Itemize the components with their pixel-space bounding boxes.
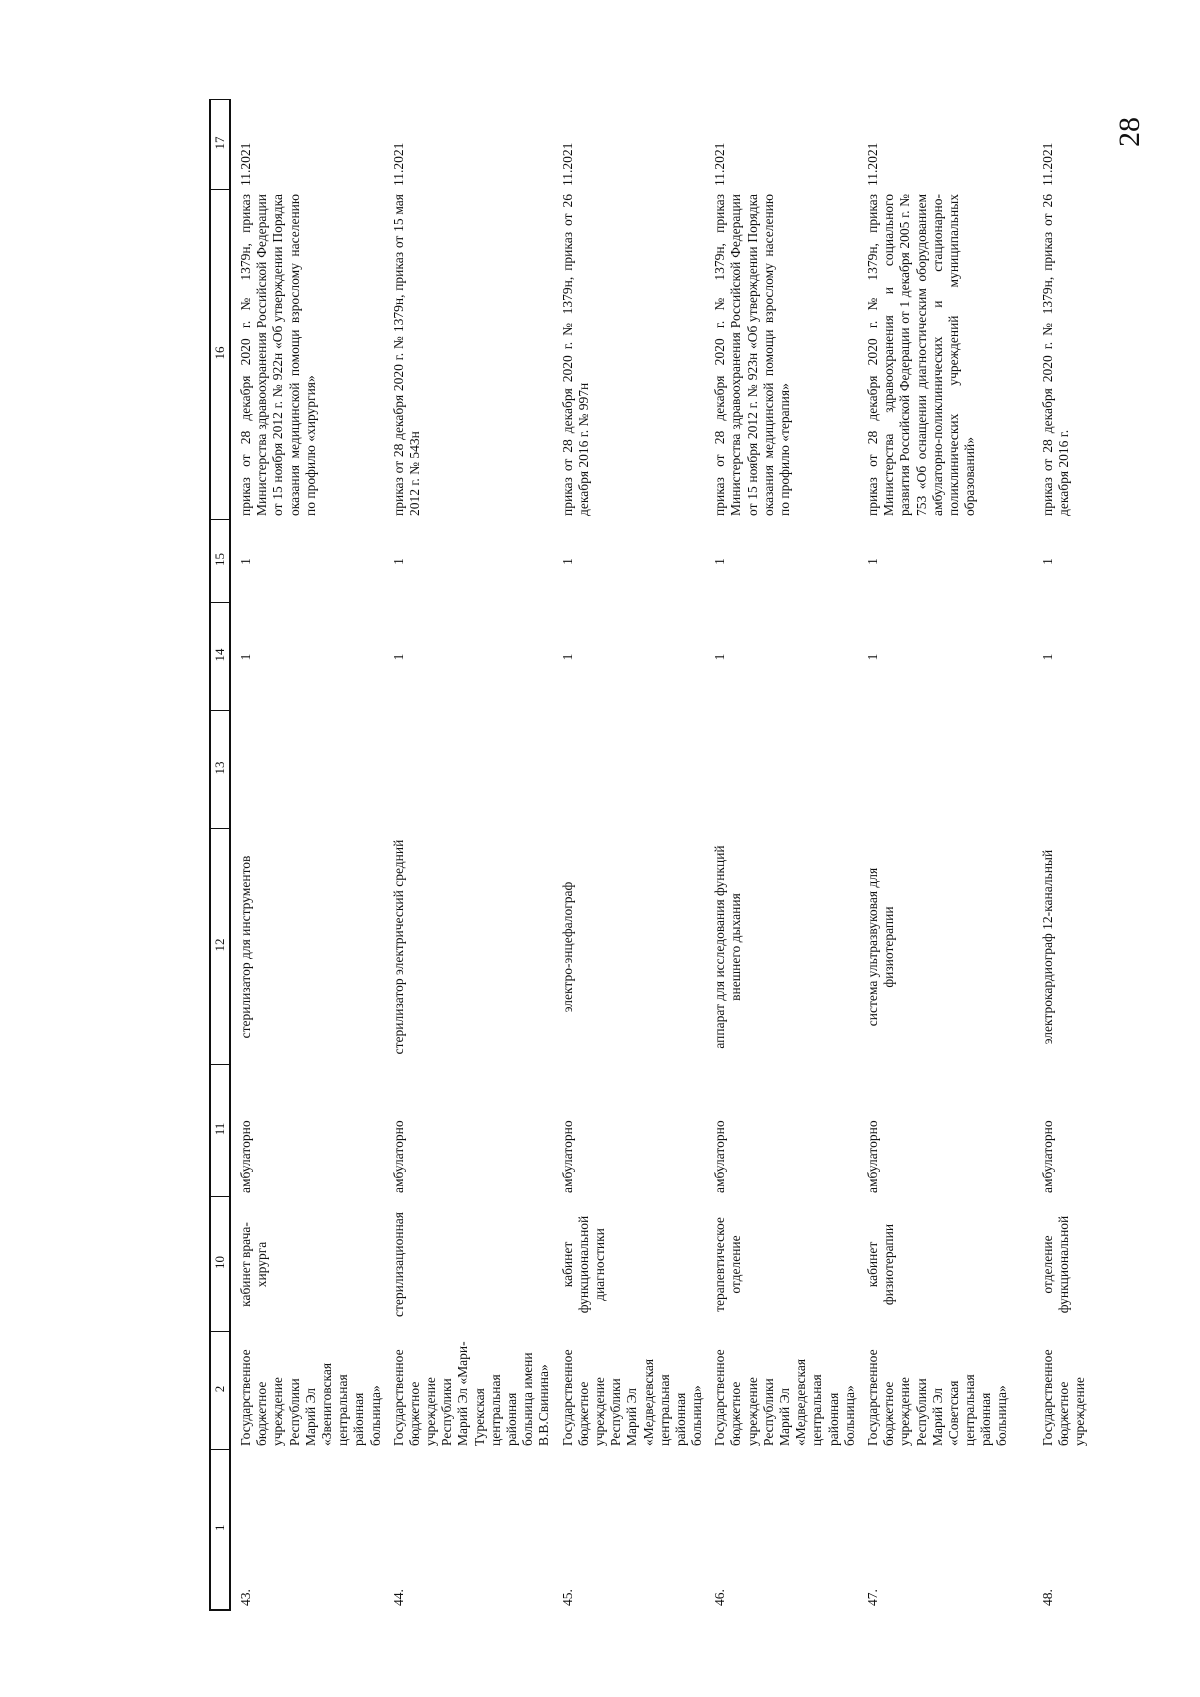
- table-cell-col13: [230, 711, 384, 829]
- table-cell-col15: 1: [390, 558, 406, 565]
- table-row: [705, 100, 858, 1610]
- table-cell-department: стерилизационная: [390, 1212, 406, 1317]
- table-row: [384, 100, 553, 1610]
- table-cell-care-mode: амбулаторно: [1039, 1120, 1055, 1193]
- column-header: 10: [210, 1197, 230, 1332]
- table-cell-institution: Государственное бюджетное учреждение Республики Марий Эл «Советская центральная районная больница»: [864, 1349, 1010, 1446]
- table-cell-regulation: приказ от 28 декабря 2020 г. № 1379н, приказ от 26 декабря 2016 г.: [1039, 194, 1072, 516]
- table-cell-col14: 1: [238, 653, 253, 661]
- table-cell-date: 11.2021: [712, 142, 728, 186]
- table-row: [858, 100, 1033, 1610]
- table-cell-equipment: система ультразвуковая для физиотерапии: [864, 867, 897, 1027]
- table-cell-col14: 1: [390, 653, 406, 661]
- table-cell-care-mode: амбулаторно: [559, 1120, 575, 1193]
- table-cell-care-mode: амбулаторно: [238, 1120, 253, 1193]
- table-cell-col14: 1: [864, 653, 880, 661]
- table-cell-date: 11.2021: [1039, 142, 1055, 186]
- table-row: [553, 100, 706, 1610]
- table-cell-care-mode: амбулаторно: [390, 1120, 406, 1193]
- table-cell-col14: 1: [712, 653, 728, 661]
- table-cell-num: 43.: [238, 1589, 253, 1606]
- table-cell-date: 11.2021: [238, 142, 253, 186]
- table-cell-col15: 1: [559, 558, 575, 565]
- table-cell-date: 11.2021: [864, 142, 880, 186]
- table-cell-department: кабинет физиотерапии: [864, 1223, 897, 1306]
- table-cell-institution: Государственное бюджетное учреждение: [1039, 1349, 1088, 1446]
- column-header: 13: [210, 711, 230, 829]
- table-cell-col15: 1: [864, 558, 880, 565]
- column-header: 17: [210, 100, 230, 190]
- table-cell-equipment: электрокардиограф 12-канальный: [1039, 849, 1055, 1045]
- table-cell-col13: [1033, 711, 1140, 829]
- table-cell-institution: Государственное бюджетное учреждение Республики Марий Эл «Звениговская центральная районная больница»: [238, 1349, 383, 1446]
- table-cell-department: кабинет врача-хирурга: [238, 1222, 270, 1307]
- table-cell-col13: [705, 711, 858, 829]
- table-cell-institution: Государственное бюджетное учреждение Республики Марий Эл «Мари-Турекская центральная районная больница имени В.В.Свинина»: [390, 1341, 552, 1446]
- table-cell-col13: [553, 711, 706, 829]
- table-cell-date: 11.2021: [559, 142, 575, 186]
- table-cell-equipment: аппарат для исследования функций внешнего дыхания: [712, 845, 744, 1049]
- table-cell-col13: [384, 711, 553, 829]
- table-cell-col15: 1: [238, 558, 253, 565]
- table-cell-department: терапевтическое отделение: [712, 1217, 744, 1312]
- table-cell-num: 44.: [390, 1589, 406, 1606]
- table-cell-date: 11.2021: [390, 142, 406, 186]
- column-header: 14: [210, 603, 230, 711]
- column-header: 16: [210, 190, 230, 520]
- table-cell-equipment: стерилизатор электрический средний: [390, 839, 406, 1055]
- table-cell-regulation: приказ от 28 декабря 2020 г. № 1379н, приказ Министерства здравоохранения Российской Федерации от 15 ноября 2012 г. № 923н «Об утверждении Порядка оказания медицинской помощи взрослому населению по профилю «терапия»: [712, 194, 792, 516]
- page-number: 28: [1113, 117, 1146, 147]
- table-cell-num: 48.: [1039, 1589, 1055, 1606]
- table-cell-regulation: приказ от 28 декабря 2020 г. № 1379н, приказ от 15 мая 2012 г. № 543н: [390, 194, 422, 516]
- table-cell-institution: Государственное бюджетное учреждение Республики Марий Эл «Медведевская центральная районная больница»: [559, 1349, 705, 1446]
- table-cell-col13: [858, 711, 1033, 829]
- table-cell-col15: 1: [712, 558, 728, 565]
- table-cell-regulation: приказ от 28 декабря 2020 г. № 1379н, приказ от 26 декабря 2016 г. № 997н: [559, 194, 591, 516]
- column-number-row: [210, 100, 230, 1610]
- column-header: 12: [210, 829, 230, 1065]
- equipment-table: [209, 100, 1140, 1612]
- table-cell-equipment: электро-энцефалограф: [559, 881, 575, 1013]
- table-cell-institution: Государственное бюджетное учреждение Республики Марий Эл «Медведевская центральная районная больница»: [712, 1349, 857, 1446]
- table-cell-col14: 1: [1039, 653, 1055, 661]
- column-header: 2: [210, 1332, 230, 1450]
- table-cell-col15: 1: [1039, 558, 1055, 565]
- column-header: 15: [210, 520, 230, 603]
- table-cell-care-mode: амбулаторно: [864, 1120, 880, 1193]
- document-sheet: [209, 101, 1099, 1611]
- table-cell-col14: 1: [559, 653, 575, 661]
- table-cell-num: 47.: [864, 1589, 880, 1606]
- table-cell-regulation: приказ от 28 декабря 2020 г. № 1379н, приказ Министерства здравоохранения Российской Федерации от 15 ноября 2012 г. № 922н «Об утверждении Порядка оказания медицинской помощи взрослому населению по профилю «хирургия»: [238, 194, 318, 516]
- table-row: [230, 100, 384, 1610]
- column-header: 1: [210, 1450, 230, 1610]
- table-cell-equipment: стерилизатор для инструментов: [238, 855, 253, 1039]
- table-cell-num: 45.: [559, 1589, 575, 1606]
- table-cell-regulation: приказ от 28 декабря 2020 г. № 1379н, приказ Министерства здравоохранения и социального развития Российской Федерации от 1 декабря 2005 г. № 753 «Об оснащении диагностическим оборудованием амбулаторно-поликлинических и стационарно-поликлинических учреждений муниципальных образований»: [864, 194, 978, 516]
- table-cell-num: 46.: [712, 1589, 728, 1606]
- table-cell-department: кабинет функциональной диагностики: [559, 1215, 607, 1314]
- table-cell-department: отделение функциональной: [1039, 1215, 1072, 1314]
- table-row: [1033, 100, 1140, 1610]
- column-header: 11: [210, 1065, 230, 1197]
- table-cell-care-mode: амбулаторно: [712, 1120, 728, 1193]
